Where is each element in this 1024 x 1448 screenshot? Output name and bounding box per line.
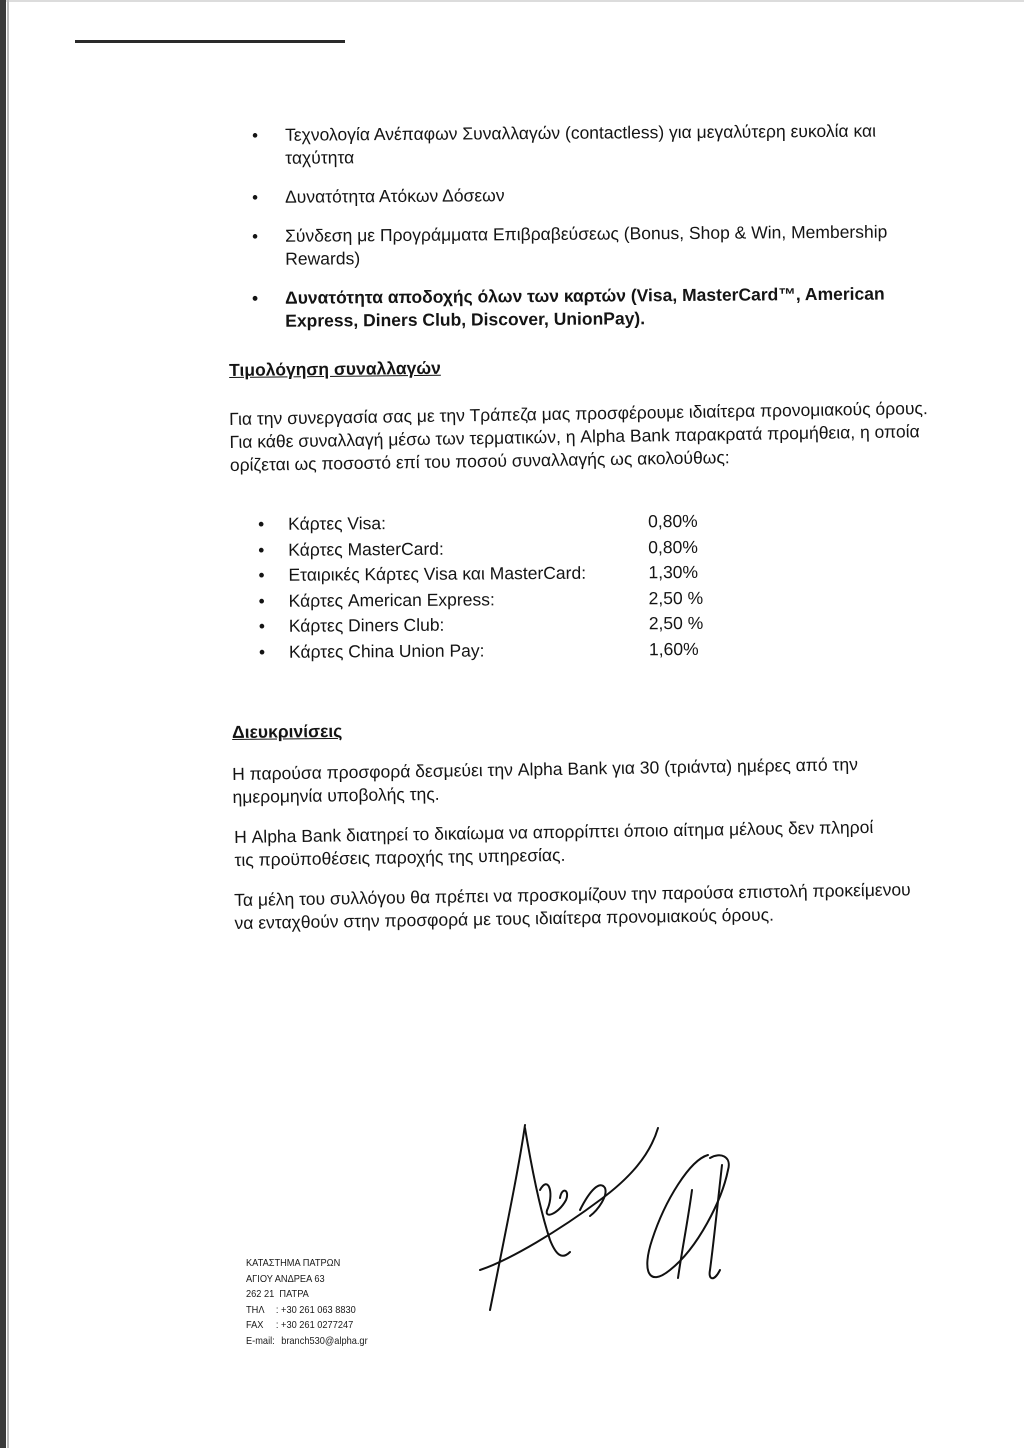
email-row <box>246 1334 368 1350</box>
branch-street: ΑΓΙΟΥ ΑΝΔΡΕΑ 63 <box>246 1272 325 1285</box>
fax-value: : +30 261 0277247 <box>275 1319 354 1331</box>
pricing-intro: Για την συνεργασία σας με την Τράπεζα μας προσφέρουμε ιδιαίτερα προνομιακούς όρους. Για κάθε συναλλαγή μέσω των τερματικών, η Alpha Bank παρακρατά προμήθεια, η οποία ορίζεται ως ποσοστό επί του ποσού συναλλαγής ως ακολούθως: <box>229 398 928 475</box>
rate-card: Κάρτες Visa: <box>288 513 387 534</box>
clarification-paragraph: Η Alpha Bank διατηρεί το δικαίωμα να απορρίπτει όποιο αίτημα μέλους δεν πληροί τις προϋποθέσεις παροχής της υπηρεσίας. <box>234 816 874 870</box>
rate-row <box>258 560 718 589</box>
clarification-paragraph: Η παρούσα προσφορά δεσμεύει την Alpha Bank για 30 (τριάντα) ημέρες από την ημερομηνία υποβολής της. <box>232 754 859 807</box>
rate-card: Κάρτες Diners Club: <box>288 615 445 637</box>
handwritten-signature <box>470 1120 770 1320</box>
rate-card: Κάρτες American Express: <box>288 589 495 611</box>
rate-card: Κάρτες China Union Pay: <box>288 640 485 662</box>
rate-value: 1,30% <box>648 562 699 583</box>
email-label: E-mail: <box>246 1334 275 1347</box>
phone-label: ΤΗΛ <box>246 1303 265 1316</box>
pricing-heading: Τιμολόγηση συναλλαγών <box>229 357 441 380</box>
rate-row <box>259 611 719 640</box>
rate-row <box>259 586 719 615</box>
rates-list <box>258 509 719 666</box>
fax-label: FAX <box>246 1319 264 1331</box>
feature-item: • Τεχνολογία Ανέπαφων Συναλλαγών (contactless) για μεγαλύτερη ευκολία και ταχύτητα <box>252 119 932 170</box>
rate-card: Κάρτες MasterCard: <box>288 538 444 560</box>
rate-value: 0,80% <box>648 536 698 557</box>
email-link[interactable]: branch530@alpha.gr <box>281 1334 368 1347</box>
features-list <box>252 120 932 349</box>
branch-name: ΚΑΤΑΣΤΗΜΑ ΠΑΤΡΩΝ <box>246 1257 341 1269</box>
rate-value: 2,50 % <box>648 613 704 634</box>
phone-row <box>246 1303 368 1319</box>
rate-row <box>259 637 719 666</box>
feature-item: • Σύνδεση με Προγράμματα Επιβραβεύσεως (Bonus, Shop & Win, Membership Rewards) <box>252 220 932 271</box>
rate-value: 0,80% <box>648 510 698 532</box>
fax-row <box>246 1318 368 1334</box>
rate-row <box>258 534 718 563</box>
feature-item: • Δυνατότητα Ατόκων Δόσεων <box>252 181 932 209</box>
clarification-paragraph: Τα μέλη του συλλόγου θα πρέπει να προσκομίζουν την παρούσα επιστολή προκείμενου να ενταχθούν στην προσφορά με τους ιδιαίτερα προνομιακούς όρους. <box>234 879 911 933</box>
rate-value: 1,60% <box>648 638 699 660</box>
rate-card: Εταιρικές Κάρτες Visa και MasterCard: <box>288 562 587 585</box>
phone-value: : +30 261 063 8830 <box>275 1303 356 1316</box>
branch-city: 262 21 ΠΑΤΡΑ <box>246 1288 309 1300</box>
rate-row <box>258 509 718 538</box>
branch-contact-block <box>246 1256 368 1349</box>
clarifications-heading: Διευκρινίσεις <box>232 720 343 742</box>
feature-item: • Δυνατότητα αποδοχής όλων των καρτών (Visa, MasterCard™, American Express, Diners Club, Discover, UnionPay). <box>252 282 932 333</box>
rate-value: 2,50 % <box>648 587 704 609</box>
